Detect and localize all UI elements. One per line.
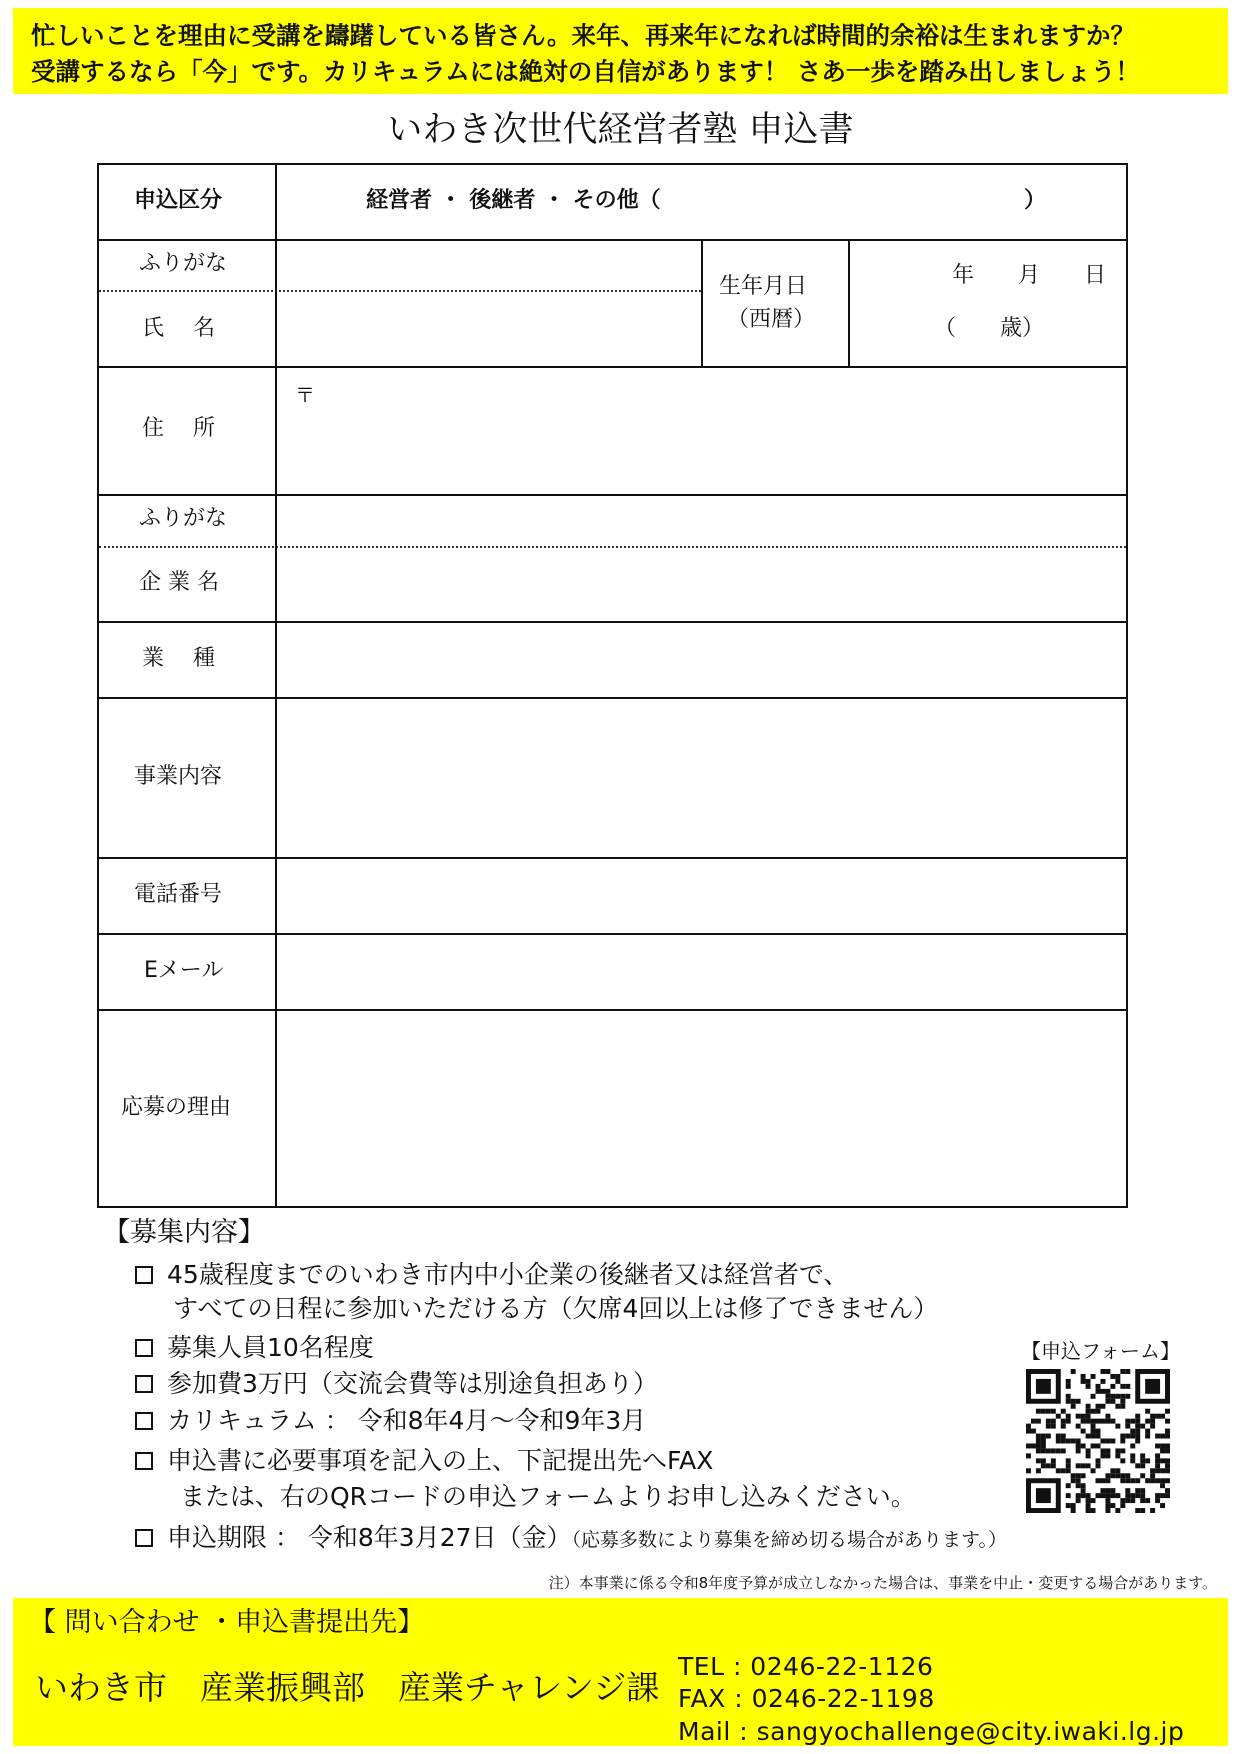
deadline-note: （応募多数により募集を締め切る場合があります。） bbox=[571, 1529, 1008, 1551]
category-options[interactable]: 経営者 ・ 後継者 ・ その他（ bbox=[366, 188, 661, 213]
organization-name: いわき市 産業振興部 産業チャレンジ課 bbox=[35, 1668, 660, 1707]
recruitment-item: 参加費3万円（交流会費等は別途負担あり） bbox=[135, 1367, 658, 1401]
phone-label: 電話番号 bbox=[134, 882, 223, 907]
row-divider bbox=[99, 494, 1126, 496]
email-label: Eメール bbox=[144, 958, 224, 983]
checkbox-icon[interactable] bbox=[135, 1339, 153, 1357]
birth-label: 生年月日 bbox=[719, 274, 808, 299]
age-field[interactable]: （ 歳） bbox=[934, 316, 1045, 341]
reason-label: 応募の理由 bbox=[121, 1095, 232, 1120]
recruitment-item: 申込書に必要事項を記入の上、下記提出先へFAX bbox=[135, 1444, 713, 1478]
contact-footer bbox=[13, 1598, 1228, 1746]
row-divider bbox=[99, 621, 1126, 623]
top-banner bbox=[13, 8, 1228, 94]
dotted-divider bbox=[99, 546, 1126, 548]
birth-value-divider bbox=[848, 239, 850, 367]
qr-label: 【申込フォーム】 bbox=[1021, 1339, 1180, 1363]
checkbox-icon[interactable] bbox=[135, 1375, 153, 1393]
checkbox-icon[interactable] bbox=[135, 1452, 153, 1470]
checkbox-icon[interactable] bbox=[135, 1412, 153, 1430]
recruitment-item: 45歳程度までのいわき市内中小企業の後継者又は経営者で、 bbox=[135, 1258, 848, 1292]
category-close: ） bbox=[1024, 188, 1047, 213]
row-divider bbox=[99, 366, 1126, 368]
budget-note: 注）本事業に係る令和8年度予算が成立しなかった場合は、事業を中止・変更する場合があります。 bbox=[548, 1574, 1217, 1592]
address-label: 住 所 bbox=[142, 416, 215, 441]
birth-column-divider bbox=[701, 239, 703, 367]
contact-fax[interactable]: FAX : 0246-22-1198 bbox=[678, 1684, 935, 1713]
application-form bbox=[97, 163, 1128, 1208]
row-divider bbox=[99, 933, 1126, 935]
checkbox-icon[interactable] bbox=[135, 1266, 153, 1284]
furigana-label: ふりがな bbox=[139, 251, 228, 276]
label-column-divider bbox=[275, 165, 277, 1206]
checkbox-icon[interactable] bbox=[135, 1529, 153, 1547]
recruitment-item: 申込期限 ： 令和8年3月27日（金）（応募多数により募集を締め切る場合があります。） bbox=[135, 1521, 1007, 1557]
birth-label-era: （西暦） bbox=[727, 307, 816, 332]
birth-date-field[interactable]: 年 月 日 bbox=[952, 263, 1107, 288]
row-divider bbox=[99, 239, 1126, 241]
row-divider bbox=[99, 857, 1126, 859]
banner-line-2: 受講するなら「今」です。カリキュラムには絶対の自信があります！ さあ一歩を踏み出しましょう！ bbox=[31, 57, 1140, 86]
row-divider bbox=[99, 1009, 1126, 1011]
contact-tel[interactable]: TEL : 0246-22-1126 bbox=[678, 1652, 934, 1681]
qr-code-icon[interactable] bbox=[1026, 1369, 1170, 1513]
recruitment-item: 募集人員10名程度 bbox=[135, 1331, 374, 1365]
postal-mark: 〒 bbox=[295, 383, 315, 407]
recruitment-item-cont: すべての日程に参加いただける方（欠席4回以上は修了できません） bbox=[173, 1294, 939, 1323]
contact-heading: 【 問い合わせ ・申込書提出先】 bbox=[29, 1607, 425, 1638]
form-title: いわき次世代経営者塾 申込書 bbox=[387, 110, 854, 150]
category-label: 申込区分 bbox=[134, 188, 223, 213]
name-label: 氏 名 bbox=[142, 316, 215, 341]
banner-line-1: 忙しいことを理由に受講を躊躇している皆さん。来年、再来年になれば時間的余裕は生まれますか？ bbox=[31, 21, 1135, 50]
company-label: 企 業 名 bbox=[139, 570, 219, 595]
recruitment-item-cont: または、右のQRコードの申込フォームよりお申し込みください。 bbox=[180, 1482, 916, 1511]
furigana-company-label: ふりがな bbox=[139, 506, 228, 531]
dotted-divider bbox=[99, 290, 701, 292]
contact-mail[interactable]: Mail : sangyochallenge@city.iwaki.lg.jp bbox=[678, 1717, 1185, 1746]
business-label: 事業内容 bbox=[134, 764, 223, 789]
row-divider bbox=[99, 697, 1126, 699]
industry-label: 業 種 bbox=[142, 646, 215, 671]
recruitment-item: カリキュラム ： 令和8年4月～令和9年3月 bbox=[135, 1404, 646, 1438]
recruitment-heading: 【募集内容】 bbox=[103, 1217, 265, 1248]
